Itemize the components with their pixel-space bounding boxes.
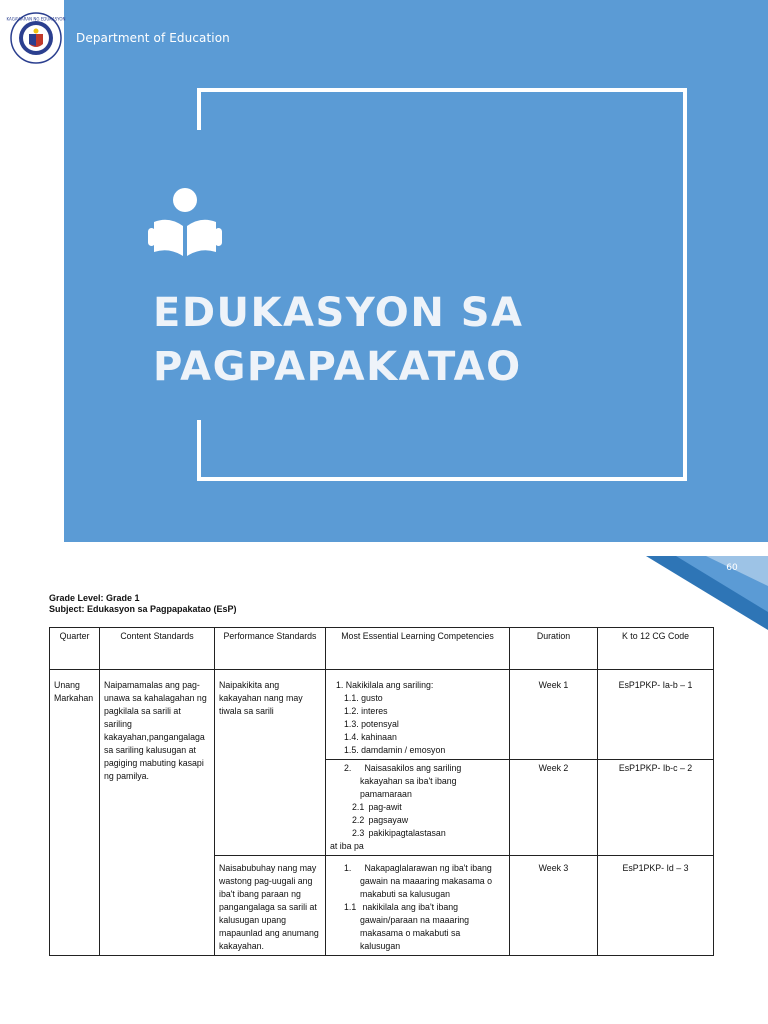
content-standard-cell: Naipamamalas ang pag-unawa sa kahalagahan ng pagkilala sa sarili at sariling kakayahan,pangangalaga sa sariling kalusugan at pagiging mabuting kasapi ng pamilya. <box>100 670 215 956</box>
cover-title-line-2: PAGPAPAKATAO <box>153 344 522 390</box>
page-number: 60 <box>726 563 738 573</box>
table-row <box>50 670 714 760</box>
page-corner-decoration <box>646 556 768 630</box>
table-header-row <box>50 628 714 670</box>
code-cell: EsP1PKP- Ib-c – 2 <box>598 760 714 856</box>
column-header: Content Standards <box>100 628 215 670</box>
seal-text: KAGAWARAN NG EDUKASYON <box>6 16 66 22</box>
competency-cell: 2. Naisasakilos ang sariling kakayahan sa iba't ibang pamamaraan 2.1 pag-awit 2.2 pagsayaw 2.3 pakikipagtalastasan at iba pa <box>326 760 510 856</box>
deped-seal-icon <box>6 12 66 64</box>
column-header: Performance Standards <box>215 628 326 670</box>
column-header: Duration <box>510 628 598 670</box>
duration-cell: Week 3 <box>510 856 598 956</box>
column-header: K to 12 CG Code <box>598 628 714 670</box>
department-name: Department of Education <box>76 31 230 45</box>
column-header: Most Essential Learning Competencies <box>326 628 510 670</box>
subject: Subject: Edukasyon sa Pagpapakatao (EsP) <box>49 604 237 614</box>
document-meta <box>49 593 237 615</box>
duration-cell: Week 1 <box>510 670 598 760</box>
performance-standard-cell: Naipakikita ang kakayahan nang may tiwala sa sarili <box>215 670 326 856</box>
quarter-cell: Unang Markahan <box>50 670 100 956</box>
reading-person-icon <box>146 186 224 260</box>
grade-level: Grade Level: Grade 1 <box>49 593 140 603</box>
performance-standard-cell: Naisabubuhay nang may wastong pag-uugali ang iba't ibang paraan ng pangangalaga sa sarili at kalusugan upang mapaunlad ang anumang kakayahan. <box>215 856 326 956</box>
code-cell: EsP1PKP- Id – 3 <box>598 856 714 956</box>
column-header: Quarter <box>50 628 100 670</box>
code-cell: EsP1PKP- Ia-b – 1 <box>598 670 714 760</box>
competency-cell: 1. Nakikilala ang sariling: 1.1. gusto 1.2. interes 1.3. potensyal 1.4. kahinaan 1.5. damdamin / emosyon <box>326 670 510 760</box>
competency-text: Nakikilala ang sariling: <box>345 680 434 690</box>
curriculum-table <box>49 627 714 956</box>
cover-divider-line <box>66 0 69 542</box>
title-frame <box>197 88 687 481</box>
cover-title-line-1: EDUKASYON SA <box>153 290 524 336</box>
cover-title <box>153 286 523 394</box>
competency-cell: 1. Nakapaglalarawan ng iba't ibang gawain na maaaring makasama o makabuti sa kalusugan 1.1 nakikilala ang iba't ibang gawain/paraan na maaaring makasama o makabuti sa kalusugan <box>326 856 510 956</box>
cover-left-strip <box>0 0 64 542</box>
duration-cell: Week 2 <box>510 760 598 856</box>
